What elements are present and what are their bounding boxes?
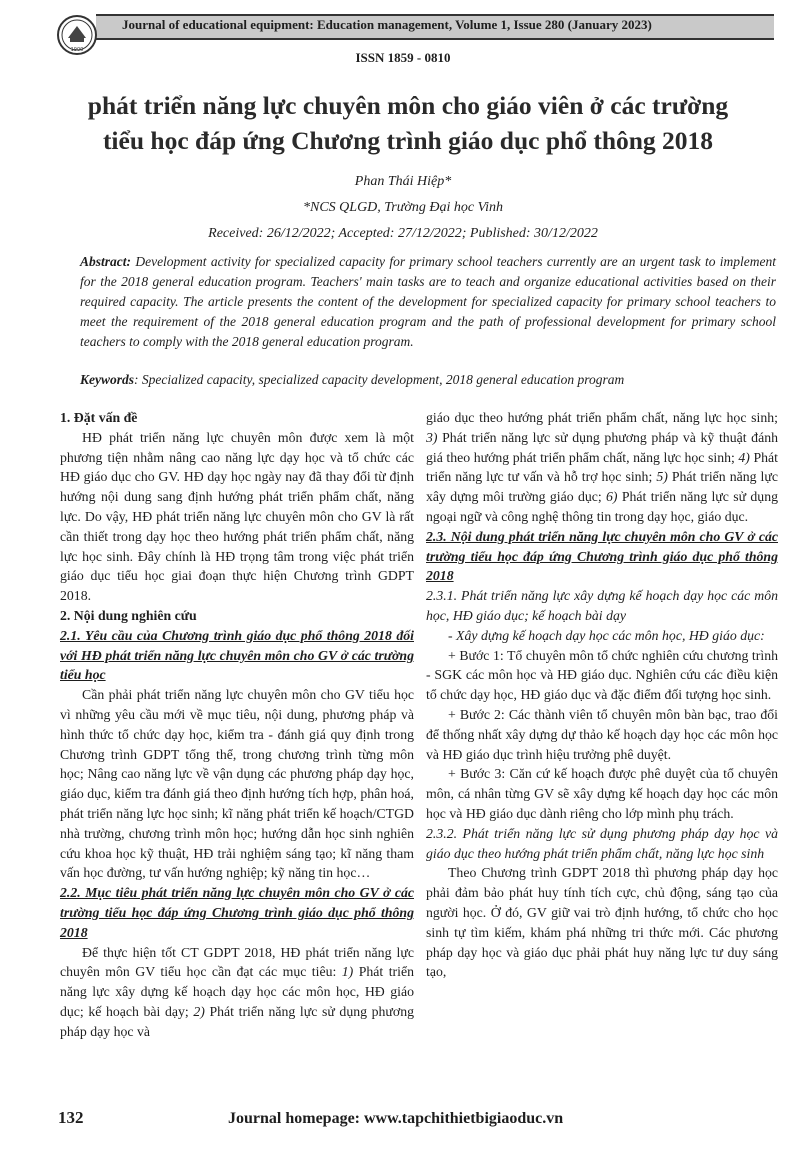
title-line-2: tiểu học đáp ứng Chương trình giáo dục phổ thông 2018	[102, 126, 714, 155]
author: Phan Thái Hiệp*	[354, 174, 452, 189]
left-column	[60, 408, 414, 1042]
svg-text:1900: 1900	[70, 47, 84, 53]
paragraph	[426, 408, 778, 527]
list-number: 2)	[193, 1003, 205, 1019]
article-title	[40, 88, 776, 158]
section-2-3-1-heading: 2.3.1. Phát triển năng lực xây dựng kế hoạch dạy học các môn học, HĐ giáo dục; kế hoạch bài dạy	[426, 588, 778, 623]
abstract-label: Abstract:	[80, 254, 132, 269]
dates: Received: 26/12/2022; Accepted: 27/12/2022; Published: 30/12/2022	[208, 226, 598, 241]
subheading: - Xây dựng kế hoạch dạy học các môn học, HĐ giáo dục:	[448, 627, 765, 643]
step-2: + Bước 2: Các thành viên tổ chuyên môn bàn bạc, trao đổi để thống nhất xây dựng dự thảo kế hoạch dạy học các môn học và HĐ giáo dục trình hiệu trưởng phê duyệt.	[426, 706, 778, 762]
text-run: Phát triển năng lực tư vấn và hỗ trợ học sinh;	[426, 449, 778, 485]
journal-title: Journal of educational equipment: Education management, Volume 1, Issue 280 (January 2023)	[122, 17, 652, 32]
section-2-2-heading: 2.2. Mục tiêu phát triển năng lực chuyên môn cho GV ở các trường tiểu học đáp ứng Chương trình giáo dục phổ thông 2018	[60, 885, 414, 940]
right-column	[426, 408, 778, 982]
section-2-heading: 2. Nội dung nghiên cứu	[60, 607, 197, 623]
affiliation: *NCS QLGD, Trường Đại học Vinh	[303, 200, 503, 215]
keywords	[80, 372, 776, 388]
text-run: Phát triển năng lực sử dụng ngoại ngữ và công nghệ thông tin trong dạy học, giáo dục.	[426, 489, 778, 524]
text-run: Phát triển năng lực xây dựng môi trường giáo dục;	[426, 469, 778, 505]
section-2-3-heading: 2.3. Nội dung phát triển năng lực chuyên môn cho GV ở các trường tiểu học đáp ứng Chương trình giáo dục phổ thông 2018	[426, 528, 778, 584]
text-run: giáo dục theo hướng phát triển phẩm chất, năng lực học sinh;	[426, 410, 778, 425]
abstract	[80, 252, 776, 352]
list-number: 6)	[606, 489, 618, 505]
step-3: + Bước 3: Căn cứ kế hoạch được phê duyệt của tổ chuyên môn, cá nhân từng GV sẽ xây dựng kế hoạch dạy học các môn học và HĐ giáo dục dành riêng cho lớp mình phụ trách.	[426, 766, 778, 821]
issn: ISSN 1859 - 0810	[355, 50, 451, 65]
abstract-text: Development activity for specialized capacity for primary school teachers currently are an urgent task to implement for the 2018 general education program. Teachers' main tasks are to teach and organize educational activities based on their required capacity. The article presents the content of the development for specialized capacity for primary school teachers to meet the requirement of the 2018 general education program and the path of professional development for primary school teachers to comply with the 2018 general education program.	[80, 254, 776, 349]
keywords-label: Keywords	[80, 372, 134, 387]
page-number: 132	[58, 1108, 84, 1127]
section-2-1-heading: 2.1. Yêu cầu của Chương trình giáo dục phổ thông 2018 đối với HĐ phát triển năng lực chuyên môn cho GV ở các trường tiểu học	[60, 627, 414, 683]
text-run: Phát triển năng lực xây dựng kế hoạch dạy học các môn học, HĐ giáo dục; kế hoạch bài dạy;	[60, 964, 414, 1019]
list-number: 5)	[656, 469, 668, 485]
list-number: 3)	[426, 429, 438, 445]
paragraph: Theo Chương trình GDPT 2018 thì phương pháp dạy học phải đảm bảo phát huy tính tích cực, chủ động, sáng tạo của người học. Ở đó, GV giữ vai trò định hướng, tổ chức cho học sinh tự tìm kiếm, khám phá những tri thức mới. Các phương pháp dạy học và giáo dục phải phát huy năng lực tư duy sáng tạo,	[426, 865, 778, 980]
section-2-3-2-heading: 2.3.2. Phát triển năng lực sử dụng phương pháp dạy học và giáo dục theo hướng phát triển phẩm chất, năng lực học sinh	[426, 825, 778, 861]
text-run: Phát triển năng lực sử dụng phương pháp dạy học và	[60, 1003, 414, 1039]
title-line-1: phát triển năng lực chuyên môn cho giáo viên ở các trường	[87, 91, 729, 120]
section-1-heading: 1. Đặt vấn đề	[60, 410, 138, 425]
paragraph: HĐ phát triển năng lực chuyên môn được xem là một phương tiện nhằm nâng cao năng lực dạy học và tổ chức các HĐ giáo dục cho GV. HĐ dạy học ngày nay đã thay đổi từ định hướng nội dung sang định hướng phát triển phẩm chất, năng lực. Do vậy, HĐ phát triển năng lực chuyên môn cho GV là rất cần thiết trong dạy học theo hướng phát triển phẩm chất, năng lực học sinh. Đây chính là HĐ trọng tâm trong việc phát triển giáo dục tiểu học giai đoạn thực hiện Chương trình GDPT 2018.	[60, 429, 414, 604]
paragraph	[60, 943, 414, 1042]
step-1: + Bước 1: Tổ chuyên môn tổ chức nghiên cứu chương trình - SGK các môn học và HĐ giáo dục. Nghiên cứu các điều kiện tổ chức dạy học, HĐ giáo dục và đặc điểm đối tượng học sinh.	[426, 647, 778, 703]
list-number: 1)	[341, 964, 354, 980]
text-run: Để thực hiện tốt CT GDPT 2018, HĐ phát triển năng lực chuyên môn GV tiểu học cần đạt các mục tiêu:	[60, 944, 414, 980]
journal-homepage: Journal homepage: www.tapchithietbigiaoduc.vn	[228, 1110, 564, 1127]
list-number: 4)	[738, 449, 750, 465]
text-run: Phát triển năng lực sử dụng phương pháp và kỹ thuật đánh giá theo hướng phát triển phẩm chất, năng lực học sinh;	[426, 429, 778, 465]
paragraph: Cần phải phát triển năng lực chuyên môn cho GV tiểu học vì những yêu cầu mới về mục tiêu, nội dung, phương pháp và hình thức tổ chức dạy học, kiểm tra - đánh giá quy định trong Chương trình GDPT tổng thể, trong chương trình từng môn học; Nâng cao năng lực về vận dụng các phương pháp dạy học, giáo dục, kiểm tra đánh giá theo định hướng tích hợp, phân hoá, phát triển năng lực học sinh; kĩ năng phát triển kế hoạch/CTGD nhà trường, chương trình môn học; hướng dẫn học sinh nghiên cứu khoa học kỹ thuật, HĐ trải nghiệm sáng tạo; kĩ năng tham vấn học đường, tư vấn hướng nghiệp; kỹ năng tin học…	[60, 687, 414, 881]
keywords-text: : Specialized capacity, specialized capacity development, 2018 general education program	[134, 372, 625, 387]
